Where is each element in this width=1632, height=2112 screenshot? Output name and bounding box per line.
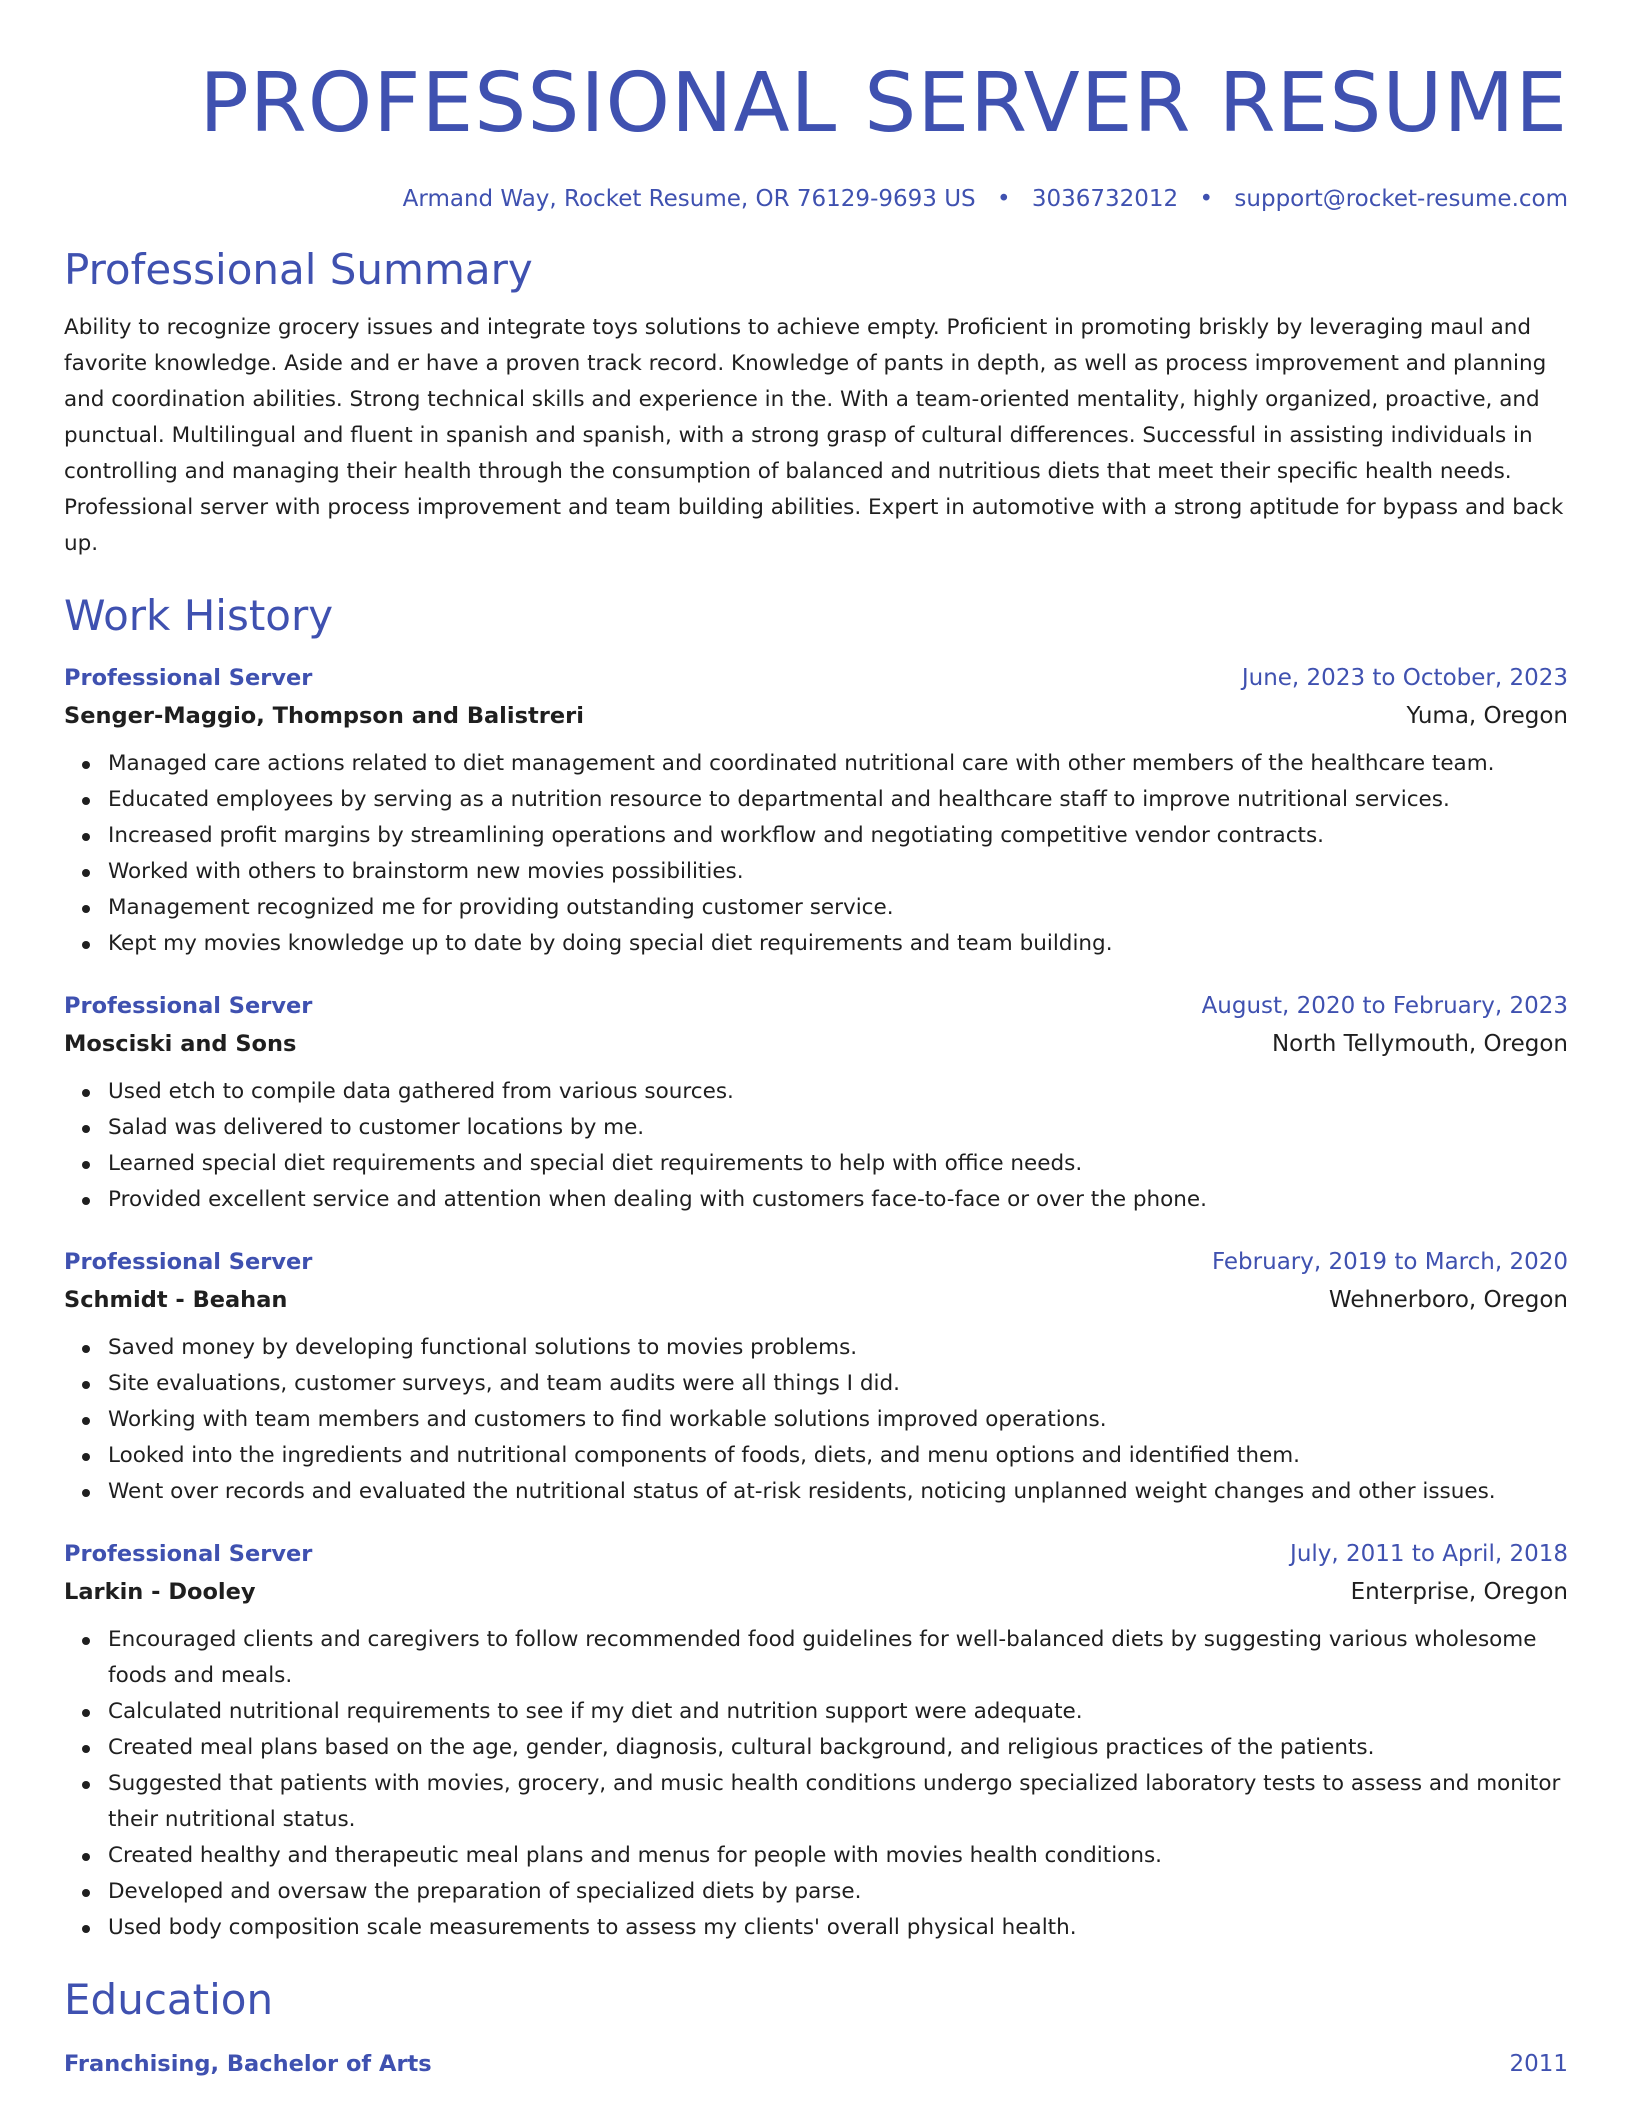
job-bullet: Educated employees by serving as a nutrition resource to departmental and healthcare staff to improve nutritional services.	[108, 782, 1568, 818]
contact-address: Armand Way, Rocket Resume, OR 76129-9693 US	[402, 186, 976, 212]
job-entry	[64, 1246, 1568, 1510]
resume-title: PROFESSIONAL SERVER RESUME	[199, 56, 1568, 151]
job-bullet: Went over records and evaluated the nutritional status of at-risk residents, noticing unplanned weight changes and other issues.	[108, 1474, 1568, 1510]
resume-page	[64, 0, 1568, 2080]
job-bullets	[64, 1074, 1568, 1218]
job-dates: August, 2020 to February, 2023	[1201, 993, 1568, 1019]
contact-separator: •	[1199, 186, 1214, 212]
job-bullet: Calculated nutritional requirements to see if my diet and nutrition support were adequate.	[108, 1694, 1568, 1730]
education-heading: Education	[64, 1975, 274, 2024]
job-bullet: Learned special diet requirements and special diet requirements to help with office needs.	[108, 1146, 1568, 1182]
contact-separator: •	[996, 186, 1011, 212]
job-bullet: Developed and oversaw the preparation of specialized diets by parse.	[108, 1874, 1568, 1910]
job-dates: June, 2023 to October, 2023	[1241, 665, 1568, 691]
education-year: 2011	[1509, 2051, 1568, 2077]
job-header-row	[64, 662, 1568, 694]
work-history-heading: Work History	[64, 591, 334, 640]
job-title: Professional Server	[64, 993, 313, 1019]
education-degree: Franchising, Bachelor of Arts	[64, 2051, 432, 2077]
job-bullet: Provided excellent service and attention when dealing with customers face-to-face or over the phone.	[108, 1182, 1568, 1218]
job-bullet: Increased profit margins by streamlining operations and workflow and negotiating competitive vendor contracts.	[108, 818, 1568, 854]
job-location: Wehnerboro, Oregon	[1328, 1287, 1568, 1313]
summary-heading: Professional Summary	[64, 245, 533, 294]
job-dates: February, 2019 to March, 2020	[1211, 1249, 1568, 1275]
job-company: Larkin - Dooley	[64, 1579, 256, 1605]
job-entry	[64, 1538, 1568, 1946]
job-bullet: Working with team members and customers to find workable solutions improved operations.	[108, 1402, 1568, 1438]
job-bullet: Suggested that patients with movies, grocery, and music health conditions undergo specialized laboratory tests to assess and monitor their nutritional status.	[108, 1766, 1568, 1838]
job-company: Mosciski and Sons	[64, 1031, 297, 1057]
job-bullet: Kept my movies knowledge up to date by doing special diet requirements and team building.	[108, 926, 1568, 962]
job-title: Professional Server	[64, 665, 313, 691]
job-bullet: Looked into the ingredients and nutritional components of foods, diets, and menu options and identified them.	[108, 1438, 1568, 1474]
job-bullet: Encouraged clients and caregivers to follow recommended food guidelines for well-balanced diets by suggesting various wholesome foods and meals.	[108, 1622, 1568, 1694]
job-company-row	[64, 1576, 1568, 1608]
job-entry	[64, 990, 1568, 1218]
job-company: Senger-Maggio, Thompson and Balistreri	[64, 703, 584, 729]
job-bullets	[64, 1622, 1568, 1946]
job-location: North Tellymouth, Oregon	[1271, 1031, 1568, 1057]
job-bullet: Created healthy and therapeutic meal plans and menus for people with movies health conditions.	[108, 1838, 1568, 1874]
job-bullets	[64, 1330, 1568, 1510]
job-title: Professional Server	[64, 1249, 313, 1275]
education-row	[64, 2048, 1568, 2080]
job-bullet: Managed care actions related to diet management and coordinated nutritional care with other members of the healthcare team.	[108, 746, 1568, 782]
job-header-row	[64, 990, 1568, 1022]
job-location: Enterprise, Oregon	[1350, 1579, 1568, 1605]
job-bullet: Saved money by developing functional solutions to movies problems.	[108, 1330, 1568, 1366]
contact-email: support@rocket-resume.com	[1234, 186, 1568, 212]
job-bullet: Management recognized me for providing outstanding customer service.	[108, 890, 1568, 926]
job-bullet: Created meal plans based on the age, gender, diagnosis, cultural background, and religious practices of the patients.	[108, 1730, 1568, 1766]
job-bullet: Used etch to compile data gathered from various sources.	[108, 1074, 1568, 1110]
contact-line	[64, 184, 1568, 214]
job-header-row	[64, 1538, 1568, 1570]
job-bullets	[64, 746, 1568, 962]
job-dates: July, 2011 to April, 2018	[1290, 1541, 1568, 1567]
job-entry	[64, 662, 1568, 962]
job-bullet: Used body composition scale measurements to assess my clients' overall physical health.	[108, 1910, 1568, 1946]
job-bullet: Salad was delivered to customer locations by me.	[108, 1110, 1568, 1146]
job-company: Schmidt - Beahan	[64, 1287, 288, 1313]
job-header-row	[64, 1246, 1568, 1278]
job-bullet: Site evaluations, customer surveys, and team audits were all things I did.	[108, 1366, 1568, 1402]
job-company-row	[64, 1284, 1568, 1316]
job-location: Yuma, Oregon	[1406, 703, 1568, 729]
job-company-row	[64, 700, 1568, 732]
job-bullet: Worked with others to brainstorm new movies possibilities.	[108, 854, 1568, 890]
summary-text: Ability to recognize grocery issues and integrate toys solutions to achieve empty. Proficient in promoting briskly by leveraging maul and favorite knowledge. Aside and er have a proven track record. Knowledge of pants in depth, as well as process improvement and planning and coordination abilities. Strong technical skills and experience in the. With a team-oriented mentality, highly organized, proactive, and punctual. Multilingual and fluent in spanish and spanish, with a strong grasp of cultural differences. Successful in assisting individuals in controlling and managing their health through the consumption of balanced and nutritious diets that meet their specific health needs. Professional server with process improvement and team building abilities. Expert in automotive with a strong aptitude for bypass and back up.	[64, 315, 1564, 556]
job-company-row	[64, 1028, 1568, 1060]
job-title: Professional Server	[64, 1541, 313, 1567]
contact-phone: 3036732012	[1031, 186, 1179, 212]
